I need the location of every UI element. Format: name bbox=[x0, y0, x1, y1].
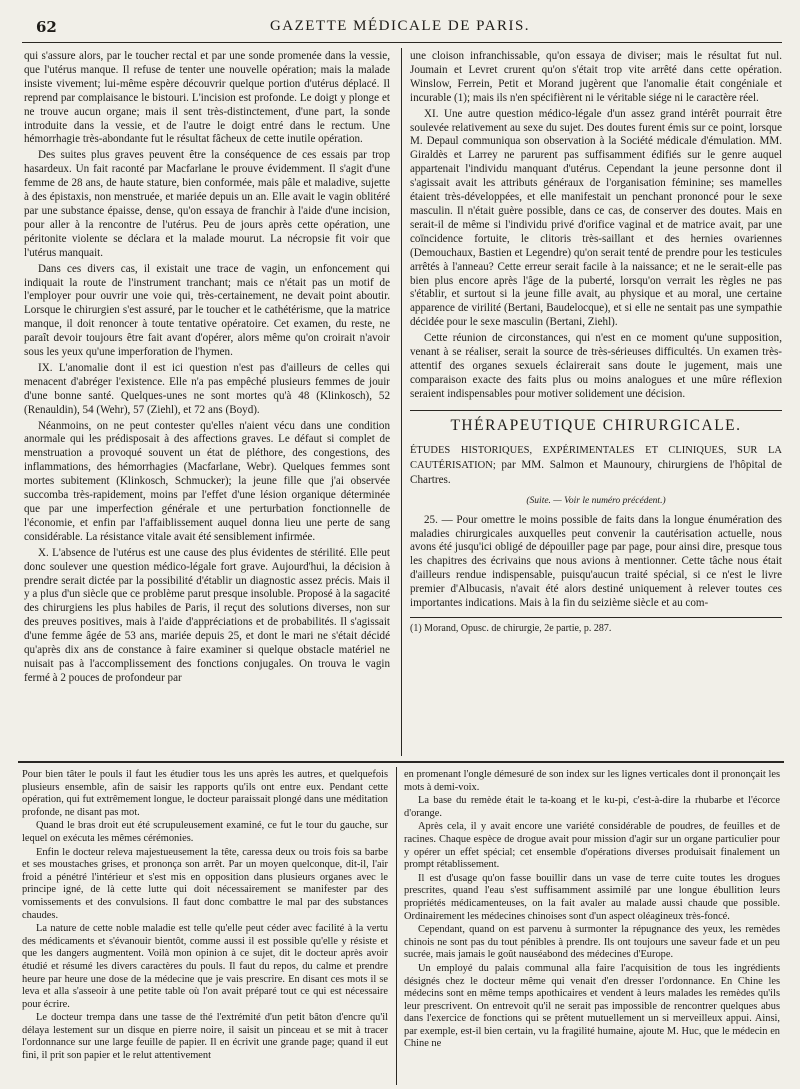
lower-column-divider bbox=[396, 767, 397, 1085]
right-paragraph: 25. — Pour omettre le moins possible de faits dans la longue énumération des maladies chirurgicales auxquelles peut convenir la cautérisation actuelle, nous avons été jusqu'ici obligé de dépouiller page par page, pour ainsi dire, presque tous les chapitres des écrivains que nous avions à mentionner. Cette tâche nous était d'ailleurs rendue indispensable, puisqu'aucun traité spécial, si ce n'est le livre premier d'Albucasis, n'avait été alors destiné uniquement à relever toutes ces importantes indications. Mais à la fin du seizième siècle et au com- bbox=[410, 513, 782, 610]
lower-left-paragraph: Le docteur trempa dans une tasse de thé l'extrémité d'un petit bâton d'encre qu'il délaya lestement sur un disque en pierre noire, il saisit un pinceau et se mit à tracer l'ordonnance sur une large feuille de papier. Il en écrivit une grande page; quand il eut fini, il prit son papier et le relut attentivement bbox=[22, 1012, 388, 1062]
footnote-rule bbox=[410, 617, 782, 618]
continuation-note: (Suite. — Voir le numéro précédent.) bbox=[526, 495, 666, 506]
lower-right-paragraph: Après cela, il y avait encore une variété considérable de poudres, de feuilles et de racines. Chaque espèce de drogue avait pour mission d'agir sur un organe particulier pour y opérer un effet spécial; cet ensemble d'opérations diverses produisait finalement un prompt rétablissement. bbox=[404, 821, 780, 871]
column-divider bbox=[401, 48, 402, 756]
lower-right-paragraph: en promenant l'ongle démesuré de son index sur les lignes verticales dont il prononçait les mots à demi-voix. bbox=[404, 769, 780, 793]
left-paragraph: Des suites plus graves peuvent être la conséquence de ces essais par trop hasardeux. Un fait raconté par Macfarlane le prouve évidemment. Il s'agit d'une femme de 28 ans, de haute stature, bien conformée, mais pâle et maladive, sujette à des épistaxis, non menstruée, et mariée depuis un an. Elle avait le vagin oblitéré par une substance épaisse, dense, qu'on essaya de franchir à l'aide d'une incision, pour aller à la rencontre de l'utérus. Peu de jours après cette opération, une péritonite violente se déclara et la malade mourut. La nécropsie fit voir que l'utérus manquait. bbox=[24, 149, 390, 259]
lower-left-paragraph: Pour bien tâter le pouls il faut les étudier tous les uns après les autres, et quelquefois plusieurs ensemble, afin de saisir les rapports qu'ils ont entre eux. Pendant cette opération, qui fut extrêmement longue, le docteur paraissait plongé dans une méditation profonde, ne disant pas mot. bbox=[22, 769, 388, 818]
lower-left-paragraph: La nature de cette noble maladie est telle qu'elle peut céder avec facilité à la vertu des médicaments et s'évanouir bientôt, comme aussi il est possible qu'elle y résiste et que les dangers augmentent. Voilà mon opinion à ce sujet, dit le docteur après avoir étudié et résumé les divers caractères du pouls. Il faut du repos, du calme et prendre heure par heure une dose de la médecine que je vais prescrire. En disant ces mots il se leva et alla s'asseoir à une petite table où l'on avait préparé tout ce qui est nécessaire pour écrire. bbox=[22, 923, 388, 1010]
article-subtitle bbox=[410, 443, 782, 488]
lower-left-paragraph: Quand le bras droit eut été scrupuleusement examiné, ce fut le tour du gauche, sur lequel on exécuta les mêmes cérémonies. bbox=[22, 820, 388, 844]
lower-left-column bbox=[22, 769, 388, 1085]
lower-right-paragraph: Il est d'usage qu'on fasse bouillir dans un vase de terre cuite toutes les drogues prescrites, quand l'eau s'est suffisamment assimilé par une longue ébullition leurs propriétés médicamenteuses, on la fait avaler au malade aussi chaude que possible. Ordinairement les médecines chinoises sont d'un aspect oléagineux très-foncé. bbox=[404, 872, 780, 922]
left-paragraph: Dans ces divers cas, il existait une trace de vagin, un enfoncement qui indiquait la route de l'instrument tranchant; mais ce n'était pas un motif de l'employer pour ouvrir une voie qui, très-certainement, ne devait point aboutir. Lorsque le chirurgien s'est assuré, par le toucher et le cathétérisme, que la matrice manque, il doit renoncer à toute tentative opératoire. Cet examen, du reste, ne paraît devoir toujours être fait avant d'opérer, alors même qu'on croirait n'avoir sous les yeux qu'une imperforation de l'hymen. bbox=[24, 262, 390, 359]
page-header bbox=[0, 14, 800, 42]
left-paragraph: X. L'absence de l'utérus est une cause des plus évidentes de stérilité. Elle peut donc soulever une question médico-légale fort grave. Aujourd'hui, la décision à prendre serait dictée par la possibilité d'établir un diagnostic assez précis. Mais il y a plus d'un siècle que ce problème parut presque insoluble. Proposé à la sagacité des chirurgiens les plus habiles de Paris, il reçut des solutions diverses, non sur des preuves positives, mais à l'aide d'appréciations et de probabilités. Il s'agissait d'une femme âgée de 53 ans, mariée depuis 25, et dont le mari ne s'était décidé qu'après dix ans de constance à faire examiner si quelque obstacle matériel ne nuisait pas à l'accomplissement des fonctions conjugales. On trouva le vagin fermé à 2 pouces de profondeur par bbox=[24, 546, 390, 684]
left-paragraph: qui s'assure alors, par le toucher rectal et par une sonde promenée dans la vessie, que l'utérus manque. Il refuse de tenter une nouvelle opération; mais la malade insiste vivement; lui-même espère découvrir quelque portion d'utérus déplacé. Il reprend par complaisance le bistouri. L'incision est profonde. Le doigt y plonge et ne trouve aucun organe; mais il sent très-distinctement, d'une part, la sonde introduite dans la vessie, et de l'autre le doigt entré dans le rectum. Une hémorrhagie très-abondante fut le résultat fâcheux de cette inutile opération. bbox=[24, 50, 390, 146]
right-column bbox=[410, 50, 782, 755]
lower-right-paragraph: Un employé du palais communal alla faire l'acquisition de tous les ingrédients désignés chez le docteur même qui venait d'en dresser l'ordonnance. En Chine les médecins sont en même temps apothicaires et vendent à leurs malades les remèdes qu'ils leur prescrivent. On entrevoit qu'il ne serait pas impossible de rencontrer quelques abus dans l'exercice de fonctions qui se prêtent mutuellement un si merveilleux appui. Ainsi, par exemple, est-il bien certain, vu la fragilité humaine, ajoute M. Huc, que le médecin en Chine ne bbox=[404, 962, 780, 1050]
feuilleton-rule bbox=[18, 761, 784, 763]
left-paragraph: Néanmoins, on ne peut contester qu'elles n'aient vécu dans une condition anormale qui les prédisposait à des affections graves. Le défaut si complet de menstruation a provoqué souvent un état de pléthore, des congestions, des inflammations, des hémorrhagies (Macfarlane, Webr). Quelques femmes sont mortes subitement (Klinkosch, Schmucker); la jeune fille que j'ai observée succomba très-rapidement, moins par l'effet d'une lésion organique déterminée que par une imperfection générale et une perturbation fonctionnelle de l'économie, et enfin par l'affaiblissement auquel donna lieu une perte de sang considérable. La résistance vitale avait été sensiblement infirmée. bbox=[24, 419, 390, 543]
subtitle-heading: ÉTUDES HISTORIQUES, EXPÉRIMENTALES ET CLINIQUES, SUR LA CAUTÉRISATION; bbox=[410, 444, 782, 471]
right-paragraph: Cette réunion de circonstances, qui n'est en ce moment qu'une supposition, venant à se réaliser, serait la source de très-sérieuses difficultés. Un examen très-attentif des organes sexuels éclairerait sans doute le jugement, mais une comparaison exacte des faits plus ou moins analogues et une mûre réflexion seraient indispensables pour motiver solidement une décision. bbox=[410, 332, 782, 400]
lower-left-paragraph: Enfin le docteur releva majestueusement la tête, caressa deux ou trois fois sa barbe et ses moustaches grises, et prononça son arrêt. Par un moyen quelconque, dit-il, l'air froid a pénétré l'intérieur et s'est mis en opposition dans plusieurs organes avec le principe igné, de là cette lutte qui doit nécessairement se manifester par des vomissements et des convulsions. Il faut donc combattre le mal par des substances chaudes. bbox=[22, 846, 388, 921]
section-rule bbox=[410, 410, 782, 411]
footnote: (1) Morand, Opusc. de chirurgie, 2e partie, p. 287. bbox=[410, 623, 612, 634]
lower-right-paragraph: La base du remède était le ta-koang et le ku-pi, c'est-à-dire la rhubarbe et l'écorce d'orange. bbox=[404, 795, 780, 819]
lower-right-paragraph: Cependant, quand on est parvenu à surmonter la répugnance des yeux, les remèdes chinois ne sont pas du tout pénibles à prendre. Ils ont toujours une saveur fade et un peu sucrée, mais jamais le goût nauséabond des médecines d'Europe. bbox=[404, 924, 780, 961]
left-paragraph: IX. L'anomalie dont il est ici question n'est pas d'ailleurs de celles qui menacent d'abréger l'existence. Elle n'a pas empêché plusieurs femmes de jouir d'une bonne santé. Quelques-unes ne sont mortes qu'à 48 (Klinkosch), 52 (Renauldin), 54 (Wehr), 57 (Ziehl), et 72 ans (Boyd). bbox=[24, 361, 390, 416]
page-number: 62 bbox=[36, 18, 57, 36]
lower-right-column bbox=[404, 769, 780, 1085]
journal-title: GAZETTE MÉDICALE DE PARIS. bbox=[269, 18, 531, 34]
left-column bbox=[24, 50, 390, 755]
header-rule bbox=[22, 42, 782, 43]
section-title: THÉRAPEUTIQUE CHIRURGICALE. bbox=[450, 416, 742, 434]
right-paragraph: une cloison infranchissable, qu'on essaya de diviser; mais le résultat fut nul. Joumain et Levret crurent qu'on s'était trop vite arrêté dans cette opération. Winslow, Ferrein, Petit et Morand jugèrent que l'anomalie était congéniale et incurable (1); mais ils n'en spécifièrent ni le véritable siége ni le caractère réel. bbox=[410, 50, 782, 104]
right-paragraph: XI. Une autre question médico-légale d'un assez grand intérêt pourrait être soulevée relativement au sexe du sujet. Des doutes furent émis sur ce point, lorsque M. Depaul communiqua son observation à la Société médicale d'émulation. MM. Giraldès et Larrey ne parurent pas suffisamment édifiés sur le genre auquel appartenait l'individu manquant d'utérus. Cependant la jeune personne dont il s'agissait avait les attributs généraux de l'organisation féminine; ses mamelles étaient très-développées, et elle manifestait un penchant prononcé pour le sexe masculin. Il n'était guère possible, dans ce cas, de conserver des doutes. Mais en serait-il de même si l'individu privé d'orifice vaginal et de matrice avait, par une coïncidence fortuite, le clitoris très-saillant et des hernies ovariennes (Demouchaux, Bastien et Legendre) qu'on serait tenté de prendre pour les testicules arrêtés à l'anneau? Cette erreur serait facile à la naissance; et ne le serait-elle pas bien plus encore après l'âge de la puberté, lorsqu'on verrait les règles ne pas s'établir, et surtout si la jeune fille avait, au physique et au moral, une certaine apparence de virilité (Bertani, Baudelocque), et si elle ne sentait pas une sympathie décidée pour le sexe masculin (Bertani, Ziehl). bbox=[410, 107, 782, 329]
subtitle-authors: par MM. Salmon et Maunoury, chirurgiens de l'hôpital de Chartres. bbox=[410, 458, 782, 486]
